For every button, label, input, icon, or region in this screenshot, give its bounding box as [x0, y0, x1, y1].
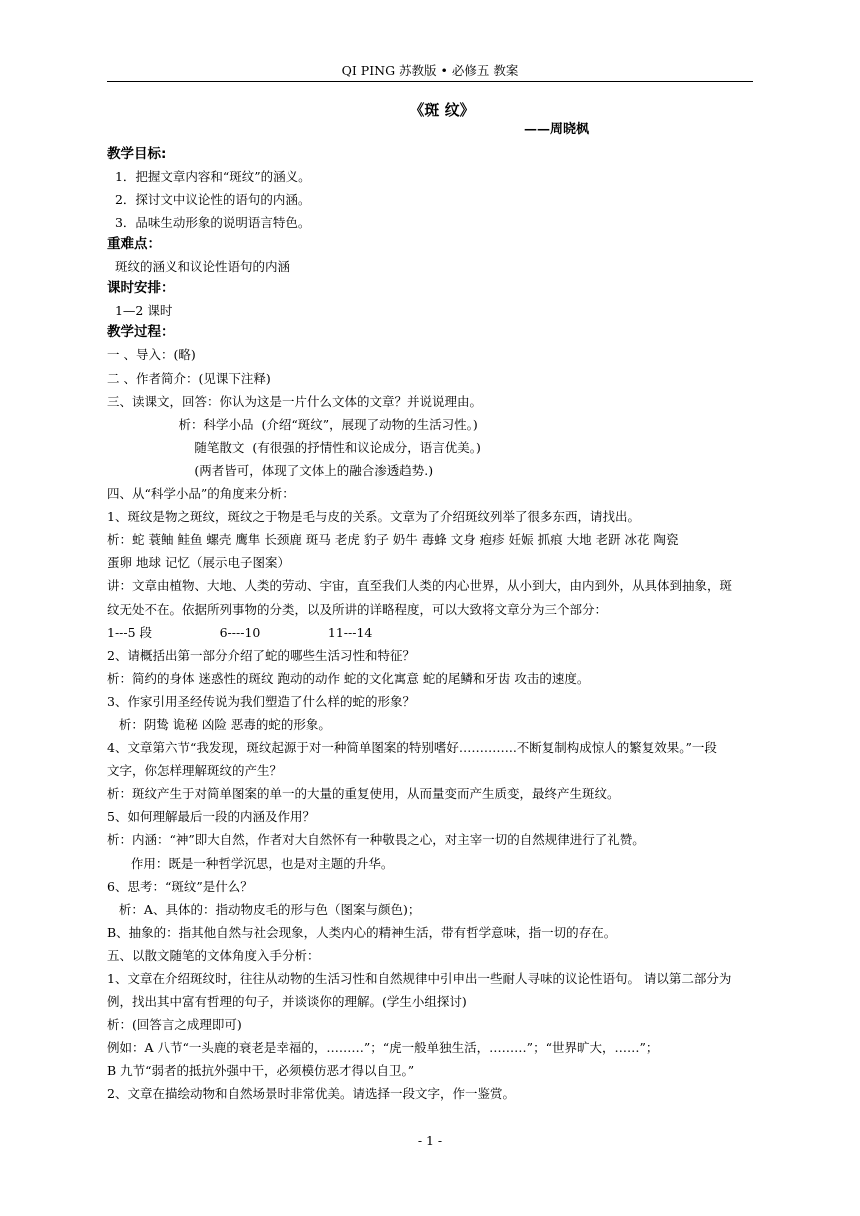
text-line: 随笔散文 (有很强的抒情性和议论成分，语言优美。): [107, 439, 481, 455]
text-line: 五、以散文随笔的文体角度入手分析：: [107, 947, 320, 963]
text-line: 例如：A 八节“一头鹿的衰老是幸福的，………”；“虎一般单独生活，………”；“世界旷大，……”；: [107, 1040, 659, 1056]
text-line: 2、文章在描绘动物和自然场景时非常优美。请选择一段文字，作一鉴赏。: [107, 1086, 515, 1102]
text-line: 1、斑纹是物之斑纹，斑纹之于物是毛与皮的关系。文章为了介绍斑纹列举了很多东西，请找出。: [107, 509, 640, 525]
document-author: ——周晓枫: [523, 122, 589, 137]
text-line: 1---5 段 6----10 11---14: [107, 624, 373, 640]
text-line: 1、文章在介绍斑纹时，往往从动物的生活习性和自然规律中引申出一些耐人寻味的议论性语句。 请以第二部分为: [107, 971, 732, 986]
text-line: 四、从“科学小品”的角度来分析：: [107, 486, 295, 502]
section-heading-goals: 教学目标:: [107, 146, 167, 162]
text-line: 二 、作者简介：(见课下注释): [107, 370, 271, 386]
text-line: 纹无处不在。依据所列事物的分类，以及所讲的详略程度，可以大致将文章分为三个部分：: [107, 601, 608, 617]
text-line: 2．探讨文中议论性的语句的内涵。: [107, 192, 311, 208]
text-line: 析：(回答言之成理即可): [107, 1017, 242, 1033]
text-line: 三、读课文，回答：你认为这是一片什么文体的文章？并说说理由。: [107, 393, 483, 409]
text-line: (两者皆可，体现了文体上的融合渗透趋势.): [107, 462, 434, 478]
section-heading-process: 教学过程：: [107, 324, 175, 341]
text-line: B、抽象的：指其他自然与社会现象，人类内心的精神生活，带有哲学意味，指一切的存在。: [107, 924, 617, 940]
text-line: 析：内涵：“神”即大自然，作者对大自然怀有一种敬畏之心，对主宰一切的自然规律进行了礼赞。: [107, 832, 645, 848]
section-heading-schedule: 课时安排：: [107, 280, 175, 297]
document-title: 《斑 纹》: [409, 101, 475, 119]
text-line: 析：A、具体的：指动物皮毛的形与色（图案与颜色)；: [107, 901, 421, 917]
text-line: 2、请概括出第一部分介绍了蛇的哪些生活习性和特征？: [107, 647, 415, 663]
text-line: 文字，你怎样理解斑纹的产生？: [107, 763, 283, 779]
text-line: 讲：文章由植物、大地、人类的劳动、宇宙，直至我们人类的内心世界，从小到大，由内到外，从具体到抽象，斑: [107, 578, 733, 594]
text-line: 例，找出其中富有哲理的句子，并谈谈你的理解。(学生小组探讨): [107, 994, 467, 1010]
text-line: 析：蛇 蓑鲉 鲑鱼 螺壳 鹰隼 长颈鹿 斑马 老虎 豹子 奶牛 毒蜂 文身 疱疹 妊娠 抓痕 大地 老趼 冰花 陶瓷: [107, 532, 679, 548]
page-header: QI PING 苏教版 • 必修五 教案: [107, 63, 753, 82]
text-line: 作用：既是一种哲学沉思，也是对主题的升华。: [107, 855, 394, 871]
section-body-schedule: [107, 299, 757, 322]
text-line: 蛋卵 地球 记忆（展示电子图案）: [107, 555, 290, 571]
text-line: 3、作家引用圣经传说为我们塑造了什么样的蛇的形象？: [107, 693, 415, 709]
text-line: 6、思考：“斑纹”是什么？: [107, 878, 253, 894]
text-line: 析：简约的身体 迷惑性的斑纹 跑动的动作 蛇的文化寓意 蛇的尾鳞和牙齿 攻击的速度。: [107, 670, 590, 686]
page-content: [107, 100, 757, 1106]
text-line: 1—2 课时: [107, 303, 173, 319]
page-number: - 1 -: [417, 1133, 443, 1148]
section-body-key: [107, 255, 757, 278]
text-line: 一 、导入：(略): [107, 347, 196, 363]
section-body-process: [107, 343, 757, 1105]
text-line: 析：科学小品 (介绍“斑纹”，展现了动物的生活习性。): [107, 416, 478, 432]
text-line: 斑纹的涵义和议论性语句的内涵: [107, 259, 290, 275]
text-line: 1．把握文章内容和“斑纹”的涵义。: [107, 169, 311, 184]
text-line: 4、文章第六节“我发现，斑纹起源于对一种简单图案的特别嗜好…………..不断复制构成惊人的繁复效果。”一段: [107, 740, 717, 756]
text-line: 析：阴鸷 诡秘 凶险 恶毒的蛇的形象。: [107, 716, 331, 732]
text-line: 3．品味生动形象的说明语言特色。: [107, 215, 311, 231]
text-line: 5、如何理解最后一段的内涵及作用？: [107, 809, 315, 825]
text-line: 析：斑纹产生于对简单图案的单一的大量的重复使用，从而量变而产生质变，最终产生斑纹。: [107, 786, 620, 802]
section-heading-key: 重难点：: [107, 236, 161, 253]
section-body-goals: [107, 165, 757, 234]
text-line: B 九节“弱者的抵抗外强中干，必须模仿恶才得以自卫。”: [107, 1063, 415, 1079]
